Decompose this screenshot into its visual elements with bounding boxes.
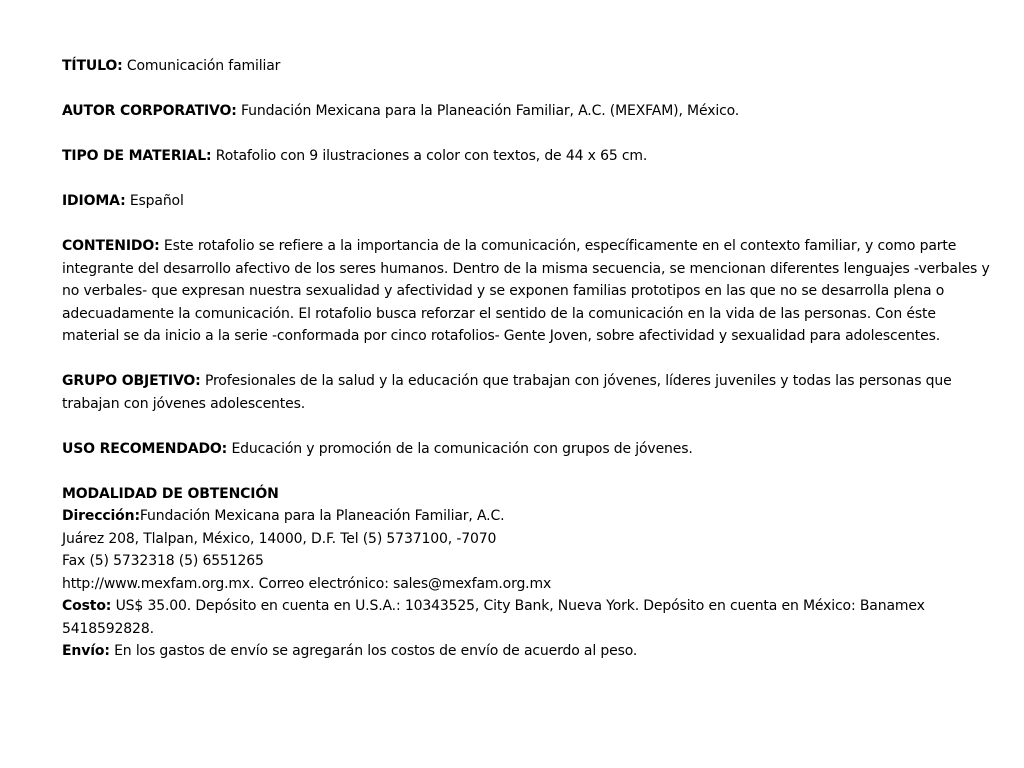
field-titulo [62,55,992,78]
envio-label: Envío: [62,643,110,659]
direccion-label: Dirección: [62,508,140,524]
tipo-value: Rotafolio con 9 ilustraciones a color con textos, de 44 x 65 cm. [215,148,648,164]
modalidad-heading: MODALIDAD DE OBTENCIÓN [62,485,279,502]
grupo-value: Profesionales de la salud y la educación que trabajan con jóvenes, líderes juveniles y todas las personas que trabajan con jóvenes adolescentes. [62,373,952,412]
field-contenido [62,235,992,348]
uso-value: Educación y promoción de la comunicación con grupos de jóvenes. [231,440,693,457]
autor-value: Fundación Mexicana para la Planeación Familiar, A.C. (MEXFAM), México. [241,103,740,119]
direccion-line [62,505,992,528]
tipo-label: TIPO DE MATERIAL: [62,148,212,164]
titulo-value: Comunicación familiar [126,58,281,74]
titulo-label: TÍTULO: [62,58,123,74]
uso-label: USO RECOMENDADO: [62,440,228,457]
direccion-value: Fundación Mexicana para la Planeación Familiar, A.C. [139,508,505,524]
idioma-value: Español [129,193,184,209]
costo-line [62,595,992,640]
document-body [62,55,992,663]
costo-label: Costo: [62,598,112,614]
contenido-value: Este rotafolio se refiere a la importancia de la comunicación, específicamente en el contexto familiar, y como parte integrante del desarrollo afectivo de los seres humanos. Dentro de la misma secuencia, se mencionan diferentes lenguajes -verbales y no verbales- que expresan nuestra sexualidad y afectividad y se exponen familias prototipos en las que no se desarrolla plena o adecuadamente la comunicación. El rotafolio busca reforzar el sentido de la comunicación en la vida de las personas. Con éste material se da inicio a la serie -conformada por cinco rotafolios- Gente Joven, sobre afectividad y sexualidad para adolescentes. [62,238,990,344]
fax-line: Fax (5) 5732318 (5) 6551265 [62,553,264,569]
costo-value: US$ 35.00. Depósito en cuenta en U.S.A.: 10343525, City Bank, Nueva York. Depósito en cuenta en México: Banamex 5418592828. [62,598,925,637]
contenido-label: CONTENIDO: [62,238,160,254]
field-tipo-material [62,145,992,168]
envio-value: En los gastos de envío se agregarán los costos de envío de acuerdo al peso. [114,643,638,659]
field-grupo-objetivo [62,370,992,415]
idioma-label: IDIOMA: [62,193,126,209]
web-email-line: http://www.mexfam.org.mx. Correo electrónico: sales@mexfam.org.mx [62,575,552,592]
envio-line [62,640,992,663]
grupo-label: GRUPO OBJETIVO: [62,373,201,389]
field-idioma [62,190,992,213]
address-line: Juárez 208, Tlalpan, México, 14000, D.F. Tel (5) 5737100, -7070 [62,530,497,547]
autor-label: AUTOR CORPORATIVO: [62,103,237,119]
field-uso-recomendado [62,438,992,461]
field-autor-corporativo [62,100,992,123]
section-modalidad [62,483,992,663]
